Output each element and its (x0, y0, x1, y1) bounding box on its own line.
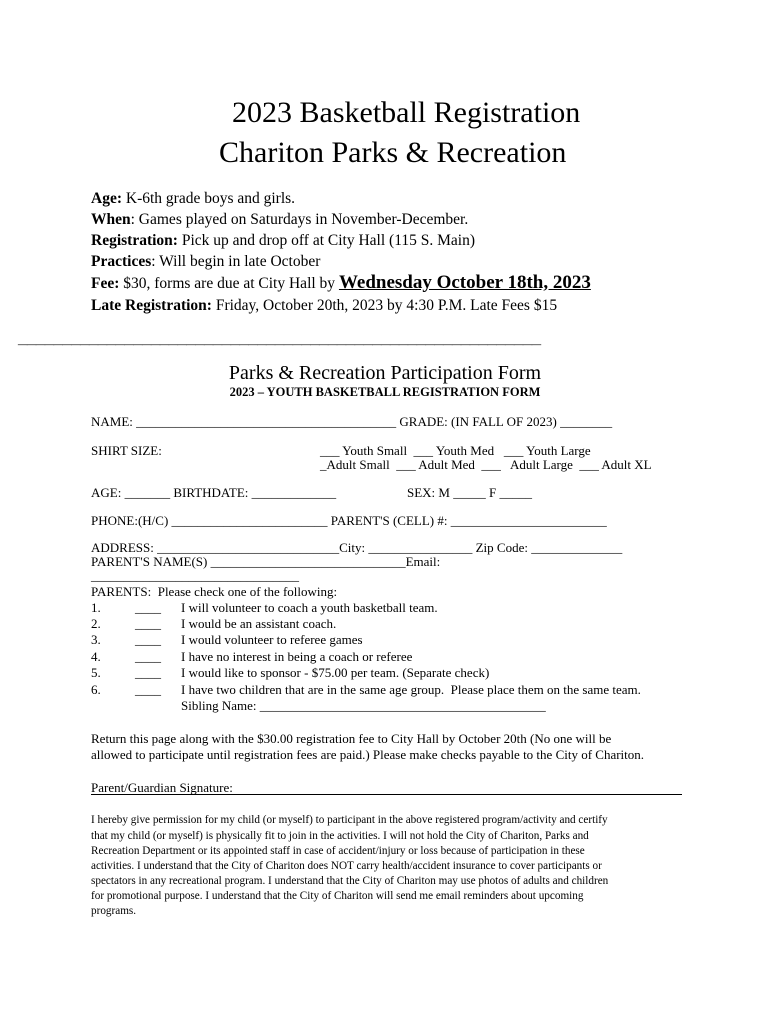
page-title-line1: 2023 Basketball Registration (232, 96, 581, 129)
age-label: Age: (91, 190, 122, 207)
option-number: 2. (91, 616, 101, 631)
late-value: Friday, October 20th, 2023 by 4:30 P.M. Late Fees $15 (211, 297, 558, 314)
parents-intro: PARENTS: Please check one of the following: (91, 584, 338, 599)
registration-label: Registration: (91, 232, 178, 249)
waiver-line: Recreation Department or its appointed staff in case of accident/injury or loss because of participation in these (91, 845, 585, 857)
option-number: 6. (91, 682, 101, 697)
age-birthdate-field[interactable]: AGE: _______ BIRTHDATE: _____________ (91, 485, 337, 500)
practices-label: Practices (91, 253, 152, 270)
late-label: Late Registration: (91, 297, 212, 314)
form-subtitle: 2023 – YOUTH BASKETBALL REGISTRATION FORM (229, 385, 541, 399)
fee-label: Fee: (91, 275, 120, 292)
age-info (91, 189, 295, 209)
page-title-line2: Chariton Parks & Recreation (219, 136, 567, 169)
option-checkbox-blank[interactable]: ____ (135, 682, 161, 697)
fee-value: $30, forms are due at City Hall by (119, 275, 339, 292)
option-label: I will volunteer to coach a youth basketball team. (181, 600, 438, 615)
when-label: When (91, 211, 131, 228)
practices-value: : Will begin in late October (151, 253, 321, 270)
option-number: 3. (91, 632, 101, 647)
option-checkbox-blank[interactable]: ____ (135, 632, 161, 647)
fee-info (91, 273, 591, 294)
option-label: I would be an assistant coach. (181, 616, 337, 631)
option-checkbox-blank[interactable]: ____ (135, 665, 161, 680)
waiver-line: programs. (91, 905, 137, 917)
option-label: I have two children that are in the same age group. Please place them on the same team. (181, 682, 641, 697)
registration-value: Pick up and drop off at City Hall (115 S. Main) (177, 232, 476, 249)
option-checkbox-blank[interactable]: ____ (135, 600, 161, 615)
waiver-line: I hereby give permission for my child (or myself) to participant in the above registered program/activity and certify (91, 814, 608, 826)
shirt-size-adult-options[interactable]: _Adult Small ___ Adult Med ___ Adult Large ___ Adult XL (320, 457, 652, 472)
late-registration-info (91, 296, 557, 316)
option-number: 4. (91, 649, 101, 664)
return-instructions-line1: Return this page along with the $30.00 registration fee to City Hall by October 20th (No one will be (91, 731, 612, 746)
dashed-divider: ___________________________________________________________ (18, 328, 541, 347)
waiver-line: that my child (or myself) is physically fit to join in the activities. I will not hold the City of Chariton, Parks and (91, 830, 589, 842)
age-value: K-6th grade boys and girls. (122, 190, 296, 207)
parent-name-email-field[interactable]: PARENT'S NAME(S) ______________________________Email: (91, 554, 441, 569)
option-number: 5. (91, 665, 101, 680)
option-checkbox-blank[interactable]: ____ (135, 649, 161, 664)
parent-name-continuation[interactable]: ________________________________ (91, 568, 299, 583)
return-instructions-line2: allowed to participate until registration fees are paid.) Please make checks payable to the City of Chariton. (91, 747, 645, 762)
waiver-line: activities. I understand that the City of Chariton does NOT carry health/accident insurance to cover participants or (91, 860, 602, 872)
fee-due-date: Wednesday October 18th, 2023 (338, 272, 591, 293)
signature-label: Parent/Guardian Signature: (91, 780, 233, 795)
signature-line[interactable] (91, 794, 682, 795)
option-checkbox-blank[interactable]: ____ (135, 616, 161, 631)
registration-info (91, 231, 475, 251)
waiver-line: for promotional purpose. I understand that the City of Chariton will send me email reminders about upcoming (91, 890, 584, 902)
practices-info (91, 252, 320, 272)
option-label: I would volunteer to referee games (181, 632, 363, 647)
phone-field[interactable]: PHONE:(H/C) ________________________ PARENT'S (CELL) #: ________________________ (91, 513, 607, 528)
option-label: I would like to sponsor - $75.00 per team. (Separate check) (181, 665, 490, 680)
when-info (91, 210, 468, 230)
address-field[interactable]: ADDRESS: ____________________________City: ________________ Zip Code: ______________ (91, 540, 623, 555)
shirt-size-youth-options[interactable]: ___ Youth Small ___ Youth Med ___ Youth Large (320, 443, 591, 458)
shirt-size-label: SHIRT SIZE: (91, 443, 162, 458)
form-title: Parks & Recreation Participation Form (228, 362, 542, 384)
when-value: : Games played on Saturdays in November-December. (130, 211, 469, 228)
sibling-name-field[interactable]: Sibling Name: ____________________________________________ (181, 698, 546, 713)
sex-field[interactable]: SEX: M _____ F _____ (407, 485, 532, 500)
waiver-line: spectators in any recreational program. I understand that the City of Chariton may use photos of adults and children (91, 875, 609, 887)
name-grade-field[interactable]: NAME: ________________________________________ GRADE: (IN FALL OF 2023) ________ (91, 414, 613, 429)
option-number: 1. (91, 600, 101, 615)
option-label: I have no interest in being a coach or referee (181, 649, 413, 664)
